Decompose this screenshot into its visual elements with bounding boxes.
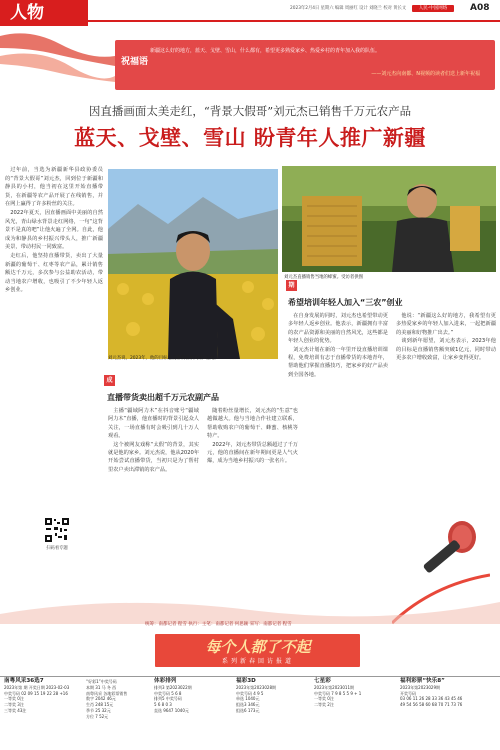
qr-code-icon[interactable] bbox=[44, 517, 70, 543]
lottery-block bbox=[154, 679, 230, 714]
section2-body bbox=[288, 312, 496, 379]
lottery-line: 组选3 346元 bbox=[236, 702, 260, 708]
lottery-line: 开奖号码 bbox=[400, 690, 416, 696]
wish-text: 新疆这么好的地方，蓝天、戈壁、雪山，什么都有，希望更多熟爱家乡、热爱乡村的青年加入我的队伍。 bbox=[150, 48, 381, 54]
lottery-line: 2023年第2023011期 bbox=[314, 684, 354, 690]
lottery-line: 一等奖 0注 bbox=[4, 696, 24, 702]
section1-paragraph: 主播“疆域阿力木”在抖音账号“疆域阿力木”直播，他直播时的背景引起众人关注，一场直播有时会吸引到几十万人观看。 bbox=[108, 408, 199, 440]
lottery-line: 03 06 11 26 28 33 36 43 45 46 bbox=[400, 696, 463, 702]
lottery-line: 南粤风采 各地彩票销售 bbox=[86, 690, 128, 696]
wave-decoration bbox=[0, 584, 500, 624]
photo-sunflower-field bbox=[108, 166, 278, 362]
lottery-line: 2023年第2023029期 bbox=[400, 684, 440, 690]
lottery-line: 2023年第 期 开奖日期 2023-02-03 bbox=[4, 684, 70, 690]
header-rule bbox=[88, 20, 500, 22]
photo-honeycomb bbox=[282, 166, 496, 272]
section1-paragraph: 这个被网友戏称“太假”的背景，其实就是他的家乡。刘元杰说，他从2020年开始尝试直播带货，当初只是为了帮村里农户卖出滞销的农产品。 bbox=[108, 441, 200, 473]
lottery-line: 组选6 173元 bbox=[236, 707, 260, 713]
section1-body bbox=[108, 407, 298, 474]
ribbon-decoration bbox=[0, 26, 115, 96]
lottery-line: 二等奖 2注 bbox=[314, 702, 334, 708]
lottery-title: 南粤风采36选7 bbox=[4, 678, 44, 684]
section1-tag-char: 成绩 bbox=[104, 375, 115, 386]
lottery-line: 单选 1040元 bbox=[236, 696, 260, 702]
lottery-line: 本期 31 马 冬 西 bbox=[86, 684, 117, 690]
lottery-line: 5 6 8 0 3 bbox=[154, 702, 172, 708]
lottery-block bbox=[314, 679, 392, 708]
qr-caption: 扫码看专题 bbox=[46, 546, 68, 551]
lottery-title: 福彩3D bbox=[236, 678, 256, 684]
subheadline: 因直播画面太美走红，“背景大假哥”刘元杰已销售千万元农产品 bbox=[88, 104, 412, 118]
lottery-line: 二等奖 3注 bbox=[4, 702, 24, 708]
section1-title: 直播带货卖出超千万元农副产品 bbox=[107, 393, 219, 402]
lottery-line: 季节 25 32元 bbox=[86, 707, 111, 713]
section2-paragraph: 在自身发展的同时，刘元杰也希望带动更多年轻人返乡创业。他表示，新疆拥有丰富的农产品资源和美丽的自然风光，这些都是年轻人创业的优势。 bbox=[288, 313, 388, 345]
lottery-block bbox=[86, 679, 150, 720]
lottery-line: 方位 7 52元 bbox=[86, 713, 109, 719]
section-tag: 人物 bbox=[0, 0, 88, 26]
section2-paragraph: 他说：“新疆这么好的地方，我希望有更多热爱家乡的年轻人加入进来，一起把新疆的美丽和好物推广出去。” bbox=[396, 313, 496, 336]
credits-line: 统筹：南都记者 程雪 执行：主笔：南都记者 何思颖 采写：南都记者 程雪 bbox=[145, 622, 292, 627]
intro-paragraph: 2022年夏天，因直播画面中美丽的自然风光，青山绿水背景走红网络，一句“这背景不是真的吧”让他火遍了全网。自此，他成为和静县的乡村振兴带头人，推广新疆美景，带动村民一同致富。 bbox=[5, 209, 103, 251]
series-banner-title: 每个人都了不起 bbox=[205, 638, 311, 656]
lottery-block bbox=[4, 679, 82, 714]
photo2-caption: 刘元杰直播销售当地的蜂蜜。受访者供图 bbox=[284, 275, 364, 280]
section1-tag bbox=[104, 375, 134, 395]
lottery-line: 一等奖 0注 bbox=[314, 696, 334, 702]
section2-tag bbox=[286, 280, 316, 300]
lottery-title: 福利彩票“快乐8” bbox=[400, 678, 445, 684]
lottery-line: 中奖号码 5 6 8 bbox=[154, 690, 182, 696]
section1-paragraph: 2022年，刘元杰带货总额超过了千万元，他的直播间在新年期间更是人气火爆，成为当地乡村振兴的一张名片。 bbox=[207, 441, 299, 465]
section2-title: 希望培训年轻人加入“三农”创业 bbox=[288, 298, 403, 307]
lottery-block bbox=[236, 679, 306, 714]
lottery-line: 中奖号码 4 9 5 bbox=[236, 690, 264, 696]
section2-paragraph: 刘元杰计划在新的一年里开设直播培训课程，免费培训有志于直播带货的本地青年，帮助他们掌握直播技巧，把家乡的好产品卖到全国各地。 bbox=[288, 346, 388, 378]
lottery-line: 排列5 中奖号码 bbox=[154, 696, 182, 702]
lottery-block bbox=[400, 679, 496, 708]
lottery-title: 七星彩 bbox=[314, 678, 331, 684]
intro-paragraph: 过年前，当选为新疆新华县政协委员的“背景大假哥”刘元杰，回到位于新疆和静县的小村，他当初在这里开始直播带货，在新疆等农产品开展了在线销售，并在网上赢得了许多粉丝的关注。 bbox=[5, 167, 103, 208]
lottery-line: 直选 9647 1040元 bbox=[154, 707, 189, 713]
lottery-line: 中奖号码 7 9 8 5 5 9 + 1 bbox=[314, 690, 362, 696]
section2-tag-char: 期盼 bbox=[286, 280, 297, 291]
lottery-line: 中奖号码 02 09 15 19 22 28 +16 bbox=[4, 690, 68, 696]
section2-paragraph: 谈到新年愿望，刘元杰表示，2023年他的目标是直播销售额突破1亿元，同时带动更多农户增收致富，让家乡变得更好。 bbox=[396, 338, 496, 362]
wish-signature: ——刘元杰向南都、N视频的读者们送上新年祝福 bbox=[371, 71, 480, 77]
lottery-line: 2023年第2023028期 bbox=[236, 684, 276, 690]
issue-meta: 2023年2月4日 星期六 编辑 周丽红 设计 刘晓兰 校对 黄长文 bbox=[290, 6, 407, 11]
lottery-line: 排列3 第2023022期 bbox=[154, 684, 192, 690]
intro-column bbox=[5, 166, 103, 295]
lottery-line: 49 54 56 58 60 68 70 71 73 76 bbox=[400, 702, 463, 708]
brand-badge: 人民·中国网络 bbox=[412, 5, 454, 12]
lottery-title: “好彩1”中奖号码 bbox=[86, 679, 117, 684]
lottery-strip bbox=[0, 676, 500, 750]
section1-paragraph: 随着粉丝量增长，刘元杰的“生意”也越做越大。他与当地合作社建立联系，帮助收购农户的葡萄干、蜂蜜、核桃等特产。 bbox=[207, 408, 298, 440]
page-number: A08 bbox=[470, 3, 490, 13]
lottery-line: 数字 2042 46元 bbox=[86, 696, 116, 702]
lottery-title: 体彩排列 bbox=[154, 678, 177, 684]
photo1-caption: 刘元杰说，2023年，他的目标是直播销售额突破1亿元。 bbox=[108, 356, 219, 361]
headline: 蓝天、戈壁、雪山 盼青年人推广新疆 bbox=[74, 125, 426, 150]
intro-paragraph: 走红后，他坚持直播带货，卖出了大量新疆的葡萄干、红枣等农产品，累计销售额达千万元，多次参与公益助农活动，带动当地农户增收，也吸引了不少年轻人返乡创业。 bbox=[5, 252, 103, 294]
lottery-line: 三等奖 43注 bbox=[4, 707, 27, 713]
lottery-line: 生肖 248 15元 bbox=[86, 702, 114, 708]
wish-label: 祝福语 bbox=[121, 57, 149, 67]
series-banner-subtitle: 系列新春回访报道 bbox=[221, 658, 294, 665]
